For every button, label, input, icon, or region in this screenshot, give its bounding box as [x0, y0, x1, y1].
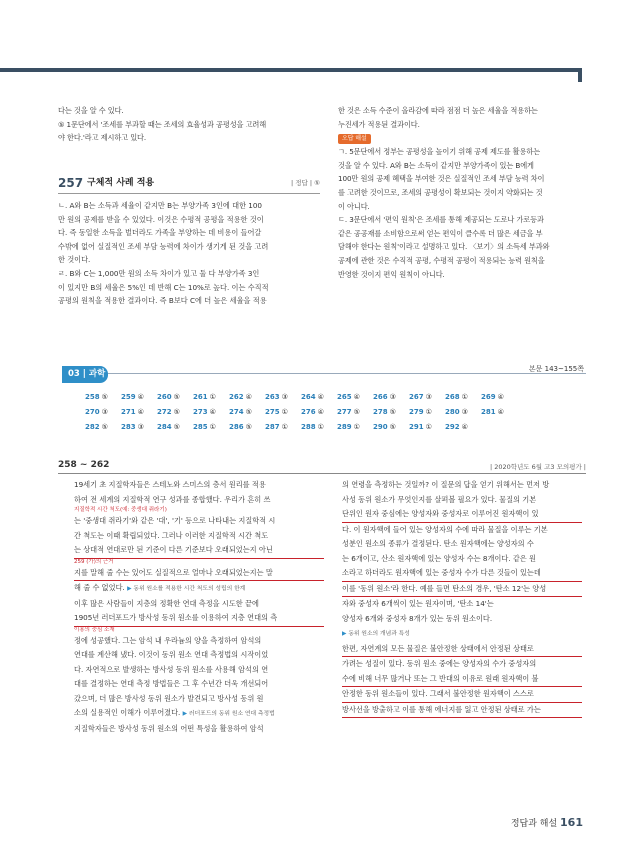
- answer-question-number: 288: [301, 423, 316, 431]
- answer-question-number: 265: [337, 393, 352, 401]
- answer-choice: ⑤: [245, 423, 252, 431]
- answer-row: [85, 420, 555, 435]
- passage-line: 단위인 원자 중심에는 양성자와 중성자로 이루어진 원자핵이 있: [342, 507, 582, 523]
- text-line: 만 원의 공제를 받을 수 있었다. 이것은 수평적 공평을 적용한 것이: [58, 214, 264, 224]
- passage-line: 자와 중성자 6개씩이 있는 원자이며, '탄소 14'는: [342, 599, 494, 608]
- answer-cell: [229, 405, 265, 420]
- text-line: ㄱ. 5문단에서 정부는 공평성을 높이기 위해 공제 제도를 활용하는: [338, 147, 541, 157]
- wrong-answer-badge: 오답 해설: [338, 134, 371, 144]
- answer-choice: ⑤: [245, 408, 252, 416]
- answer-choice: ⑤: [173, 408, 180, 416]
- passage-line: 갔으며, 더 많은 방사성 동위 원소가 발견되고 방사성 동위 원: [74, 693, 264, 703]
- answer-choice: ④: [317, 408, 324, 416]
- answer-cell: [121, 390, 157, 405]
- section-page-range: 본문 143~155쪽: [528, 365, 584, 373]
- text-line: ㄹ. B와 C는 1,000만 원의 소득 차이가 있고 둘 다 부양가족 3인: [58, 268, 260, 278]
- question-number: 257: [58, 176, 84, 190]
- answer-question-number: 269: [481, 393, 496, 401]
- passage-line: 지질학자들은 방사성 동위 원소의 어떤 특성을 활용하여 암석: [74, 723, 264, 733]
- answer-cell: [265, 390, 301, 405]
- answer-cell: [85, 390, 121, 405]
- text-line: 공평의 원칙을 적용한 결과이다. 즉 B보다 C에 더 높은 세율을 적용: [58, 296, 267, 306]
- passage-range: 258 ~ 262: [58, 460, 110, 470]
- text-line: 100만 원의 공제 혜택을 부여한 것은 실질적인 조세 부담 능력 차이: [338, 174, 545, 184]
- passage-line: 사성 동위 원소가 무엇인지를 살펴볼 필요가 있다. 물질의 기본: [342, 494, 537, 504]
- answer-cell: [481, 405, 517, 420]
- page-number: 161: [560, 816, 583, 829]
- passage-line: 안정한 동위 원소들이 있다. 그래서 불안정한 원자핵이 스스로: [342, 687, 582, 703]
- answer-question-number: 292: [445, 423, 460, 431]
- answer-cell: [373, 420, 409, 435]
- answer-question-number: 268: [445, 393, 460, 401]
- question-title: 구체적 사례 적용: [87, 178, 155, 188]
- text-line: ㄷ. 3문단에서 '편익 원칙'은 조세를 통해 제공되는 도로나 가로등과: [338, 215, 544, 225]
- passage-line: 가려는 성질이 있다. 동위 원소 중에는 양성자의 수가 중성자의: [342, 659, 537, 668]
- text-line: ⑤ 1문단에서 '조세를 부과할 때는 조세의 효율성과 공평성을 고려해: [58, 119, 267, 129]
- answer-cell: [265, 405, 301, 420]
- answer-choice: ⑤: [389, 408, 396, 416]
- answer-question-number: 277: [337, 408, 352, 416]
- answer-question-number: 290: [373, 423, 388, 431]
- passage-line: 는 상대적 연대로만 된 기준이 다른 기준보다 오래되었는지 아닌: [74, 543, 324, 559]
- answer-choice: ④: [497, 393, 504, 401]
- right-column: [338, 104, 586, 281]
- passage-line: 지를 말해 줄 수는 있어도 실질적으로 얼마나 오래되었는지는 말: [74, 566, 324, 582]
- answer-choice: ⑤: [173, 423, 180, 431]
- answer-choice: ⑤: [101, 423, 108, 431]
- answer-question-number: 289: [337, 423, 352, 431]
- answer-question-number: 266: [373, 393, 388, 401]
- answer-question-number: 267: [409, 393, 424, 401]
- passage-left-column: [74, 478, 324, 736]
- answer-cell: [229, 420, 265, 435]
- answer-choice: ④: [353, 393, 360, 401]
- answer-choice: ①: [209, 423, 216, 431]
- answer-question-number: 275: [265, 408, 280, 416]
- answer-question-number: 278: [373, 408, 388, 416]
- answer-cell: [373, 405, 409, 420]
- passage-line: 소라고 하더라도 원자핵에 있는 중성자 수가 다른 것들이 있는데: [342, 566, 582, 582]
- text-line: 한 것은 소득 수준이 올라감에 따라 점점 더 높은 세율을 적용하는: [338, 106, 538, 115]
- text-line: 반영한 것이지 편익 원칙이 아니다.: [338, 269, 445, 279]
- page-footer: [511, 816, 583, 829]
- text-line: 이 있지만 B의 세율은 5%인 데 반해 C는 10%로 높다. 이는 수직적: [58, 282, 269, 292]
- question-divider: [58, 193, 320, 194]
- text-line: 한 것이다.: [58, 255, 91, 265]
- answer-choice: ④: [461, 423, 468, 431]
- answer-question-number: 263: [265, 393, 280, 401]
- answer-cell: [409, 390, 445, 405]
- answer-question-number: 273: [193, 408, 208, 416]
- passage-line: [342, 626, 582, 642]
- footer-label: 정답과 해설: [510, 819, 558, 829]
- answer-choice: ④: [209, 408, 216, 416]
- margin-mark: 이용의 중심 소재: [74, 626, 115, 633]
- text-line: 같은 공공재를 소비함으로써 얻는 편익이 클수록 더 많은 세금을 부: [338, 228, 543, 238]
- passage-heading: [58, 460, 586, 472]
- answer-cell: [409, 405, 445, 420]
- answer-row: [85, 390, 555, 405]
- answer-grid: [85, 390, 555, 435]
- answer-cell: [157, 405, 193, 420]
- passage-source: | 2020학년도 6월 고3 모의평가 |: [489, 463, 586, 471]
- answer-choice: ③: [425, 393, 432, 401]
- passage-text: 소의 실용적인 이해가 이루어졌다.: [74, 708, 181, 717]
- passage-line: 는 '중생대 쥐라기'와 같은 '대', '기' 등으로 나타내는 지질학적 시: [74, 516, 276, 525]
- answer-choice: ③: [137, 423, 144, 431]
- answer-cell: [193, 405, 229, 420]
- answer-question-number: 270: [85, 408, 100, 416]
- answer-choice: ①: [281, 408, 288, 416]
- passage-line: 는 6개이고, 산소 원자핵에 있는 양성자 수는 8개이다. 같은 원: [342, 553, 536, 563]
- answer-cell: [373, 390, 409, 405]
- margin-mark: 259 (가)의 근거: [74, 558, 114, 565]
- answer-cell: [445, 390, 481, 405]
- answer-choice: ①: [461, 393, 468, 401]
- answer-choice: ①: [353, 423, 360, 431]
- answer-cell: [409, 420, 445, 435]
- answer-question-number: 284: [157, 423, 172, 431]
- answer-question-number: 258: [85, 393, 100, 401]
- answer-question-number: 285: [193, 423, 208, 431]
- question-answer: | 정답 | ⑤: [291, 179, 320, 187]
- answer-cell: [157, 420, 193, 435]
- text-line: 것을 알 수 있다. A와 B는 소득이 같지만 부양가족이 있는 B에게: [338, 160, 534, 170]
- question-body: [58, 199, 320, 308]
- answer-choice: ③: [101, 408, 108, 416]
- answer-cell: [85, 420, 121, 435]
- text-line: 수밖에 없어 실질적인 조세 부담 능력에 차이가 생기게 된 것을 고려: [58, 241, 269, 251]
- section-divider: [62, 373, 586, 384]
- answer-choice: ④: [245, 393, 252, 401]
- answer-question-number: 271: [121, 408, 136, 416]
- text-line: ㄴ. A와 B는 소득과 세율이 같지만 B는 부양가족 3인에 대한 100: [58, 201, 263, 210]
- text-line: 이 아니다.: [338, 201, 370, 211]
- answer-choice: ⑤: [353, 408, 360, 416]
- text-line: 공제에 관한 것은 수직적 공평, 수평적 공평이 적용되는 능력 원칙을: [338, 255, 545, 265]
- passage-line: 양성자 6개와 중성자 8개가 있는 동위 원소이다.: [342, 613, 493, 623]
- passage-line: 의 연령을 측정하는 것일까? 이 질문의 답을 얻기 위해서는 먼저 방: [342, 480, 550, 489]
- answer-cell: [337, 390, 373, 405]
- side-annotation: ▶ 동위 원소의 개념과 특성: [342, 631, 410, 637]
- answer-choice: ③: [281, 393, 288, 401]
- passage-line: 다. 자연적으로 발생하는 방사성 동위 원소를 사용해 암석의 연: [74, 664, 269, 674]
- passage-line: [74, 706, 324, 722]
- answer-choice: ①: [425, 423, 432, 431]
- answer-question-number: 259: [121, 393, 136, 401]
- side-annotation: ▶ 러더포드의 동위 원소 연대 측정법: [183, 711, 275, 717]
- margin-mark: 지질학적 시간 척도(예: 중생대 쥐라기): [74, 507, 167, 513]
- answer-choice: ③: [389, 393, 396, 401]
- side-annotation: ▶ 동위 원소를 적용한 시간 척도의 성립의 한계: [127, 586, 245, 592]
- answer-question-number: 283: [121, 423, 136, 431]
- section-tag: 03 | 과학: [62, 366, 108, 383]
- answer-cell: [229, 390, 265, 405]
- answer-question-number: 280: [445, 408, 460, 416]
- answer-question-number: 262: [229, 393, 244, 401]
- passage-line: 다. 이 원자핵에 들어 있는 양성자의 수에 따라 물질을 이루는 기본: [342, 524, 548, 534]
- answer-question-number: 260: [157, 393, 172, 401]
- answer-cell: [121, 420, 157, 435]
- answer-cell: [445, 420, 481, 435]
- answer-cell: [85, 405, 121, 420]
- answer-choice: ⑤: [101, 393, 108, 401]
- text-line: 누진세가 적용된 결과이다.: [338, 119, 420, 129]
- answer-cell: [481, 390, 517, 405]
- passage-line: 이후 많은 사람들이 지층의 정확한 연대 측정을 시도한 끝에: [74, 598, 259, 608]
- top-rule: [0, 68, 582, 72]
- answer-cell: [121, 405, 157, 420]
- top-rule-tick: [578, 68, 582, 82]
- answer-question-number: 279: [409, 408, 424, 416]
- answer-cell: [445, 405, 481, 420]
- answer-choice: ①: [209, 393, 216, 401]
- answer-choice: ④: [317, 393, 324, 401]
- passage-line: 수에 비해 너무 많거나 또는 그 반대의 이유로 원래 원자핵이 불: [342, 672, 582, 688]
- question-heading: [58, 176, 320, 190]
- passage-line: 한편, 자연계의 모든 물질은 불안정한 상태에서 안정된 상태로: [342, 642, 582, 658]
- passage-divider: [58, 473, 586, 474]
- answer-choice: ③: [461, 408, 468, 416]
- answer-question-number: 286: [229, 423, 244, 431]
- passage-line: 19세기 초 지질학자들은 스테노와 스미스의 층서 원리를 적용: [74, 480, 266, 489]
- answer-cell: [301, 390, 337, 405]
- answer-choice: ①: [425, 408, 432, 416]
- answer-question-number: 287: [265, 423, 280, 431]
- passage-line: 간 척도는 이때 확립되었다. 그러나 이러한 지질학적 시간 척도: [74, 530, 269, 540]
- text-line: 다. 즉 동일한 소득을 벌더라도 가족을 부양하는 데 비용이 들어갈: [58, 228, 262, 238]
- answer-choice: ④: [137, 393, 144, 401]
- answer-cell: [301, 420, 337, 435]
- passage-line: 방사선을 방출하고 이를 통해 에너지를 잃고 안정된 상태로 가는: [342, 703, 582, 719]
- answer-cell: [193, 390, 229, 405]
- passage-text: 해 줄 수 없었다.: [74, 583, 125, 592]
- answer-question-number: 282: [85, 423, 100, 431]
- answer-cell: [193, 420, 229, 435]
- answer-question-number: 272: [157, 408, 172, 416]
- passage-line: 대를 결정하는 연대 측정 방법들은 그 후 수년간 더욱 개선되어: [74, 679, 269, 688]
- text-line: 담해야 한다는 원칙'이라고 설명하고 있다. 〈보기〉의 소득세 부과와: [338, 242, 550, 252]
- answer-question-number: 274: [229, 408, 244, 416]
- answer-question-number: 281: [481, 408, 496, 416]
- passage-line: [74, 581, 324, 597]
- passage-line: 1905년 러더포드가 방사성 동위 원소를 이용하여 지층 연대의 측: [74, 611, 324, 627]
- passage-line: 정에 성공했다. 그는 암석 내 우라늄의 양을 측정하여 암석의: [74, 635, 262, 645]
- answer-cell: [301, 405, 337, 420]
- text-line: 야 한다.'라고 제시하고 있다.: [58, 133, 147, 143]
- answer-question-number: 261: [193, 393, 208, 401]
- text-line: 다는 것을 알 수 있다.: [58, 106, 124, 115]
- passage-right-column: [342, 478, 582, 718]
- answer-choice: ⑤: [389, 423, 396, 431]
- passage-line: 성분인 원소의 종류가 결정된다. 탄소 원자핵에는 양성자의 수: [342, 539, 534, 548]
- answer-question-number: 264: [301, 393, 316, 401]
- answer-choice: ①: [281, 423, 288, 431]
- answer-cell: [337, 420, 373, 435]
- passage-line: 하여 전 세계의 지질학적 연구 성과를 종합했다. 우리가 흔히 쓰: [74, 494, 271, 504]
- passage-line: 이를 '동위 원소'라 한다. 예를 들면 탄소의 경우, '탄소 12'는 양성: [342, 582, 582, 598]
- passage-line: 연대를 계산해 냈다. 이것이 동위 원소 연대 측정법의 시작이었: [74, 650, 269, 659]
- answer-choice: ④: [137, 408, 144, 416]
- answer-choice: ①: [317, 423, 324, 431]
- answer-cell: [337, 405, 373, 420]
- left-intro: [58, 104, 320, 145]
- answer-choice: ⑤: [173, 393, 180, 401]
- text-line: 를 고려한 것이므로, 조세의 공평성이 확보되는 것이지 약화되는 것: [338, 187, 543, 197]
- answer-choice: ④: [497, 408, 504, 416]
- answer-cell: [265, 420, 301, 435]
- answer-question-number: 291: [409, 423, 424, 431]
- answer-question-number: 276: [301, 408, 316, 416]
- answer-row: [85, 405, 555, 420]
- answer-cell: [157, 390, 193, 405]
